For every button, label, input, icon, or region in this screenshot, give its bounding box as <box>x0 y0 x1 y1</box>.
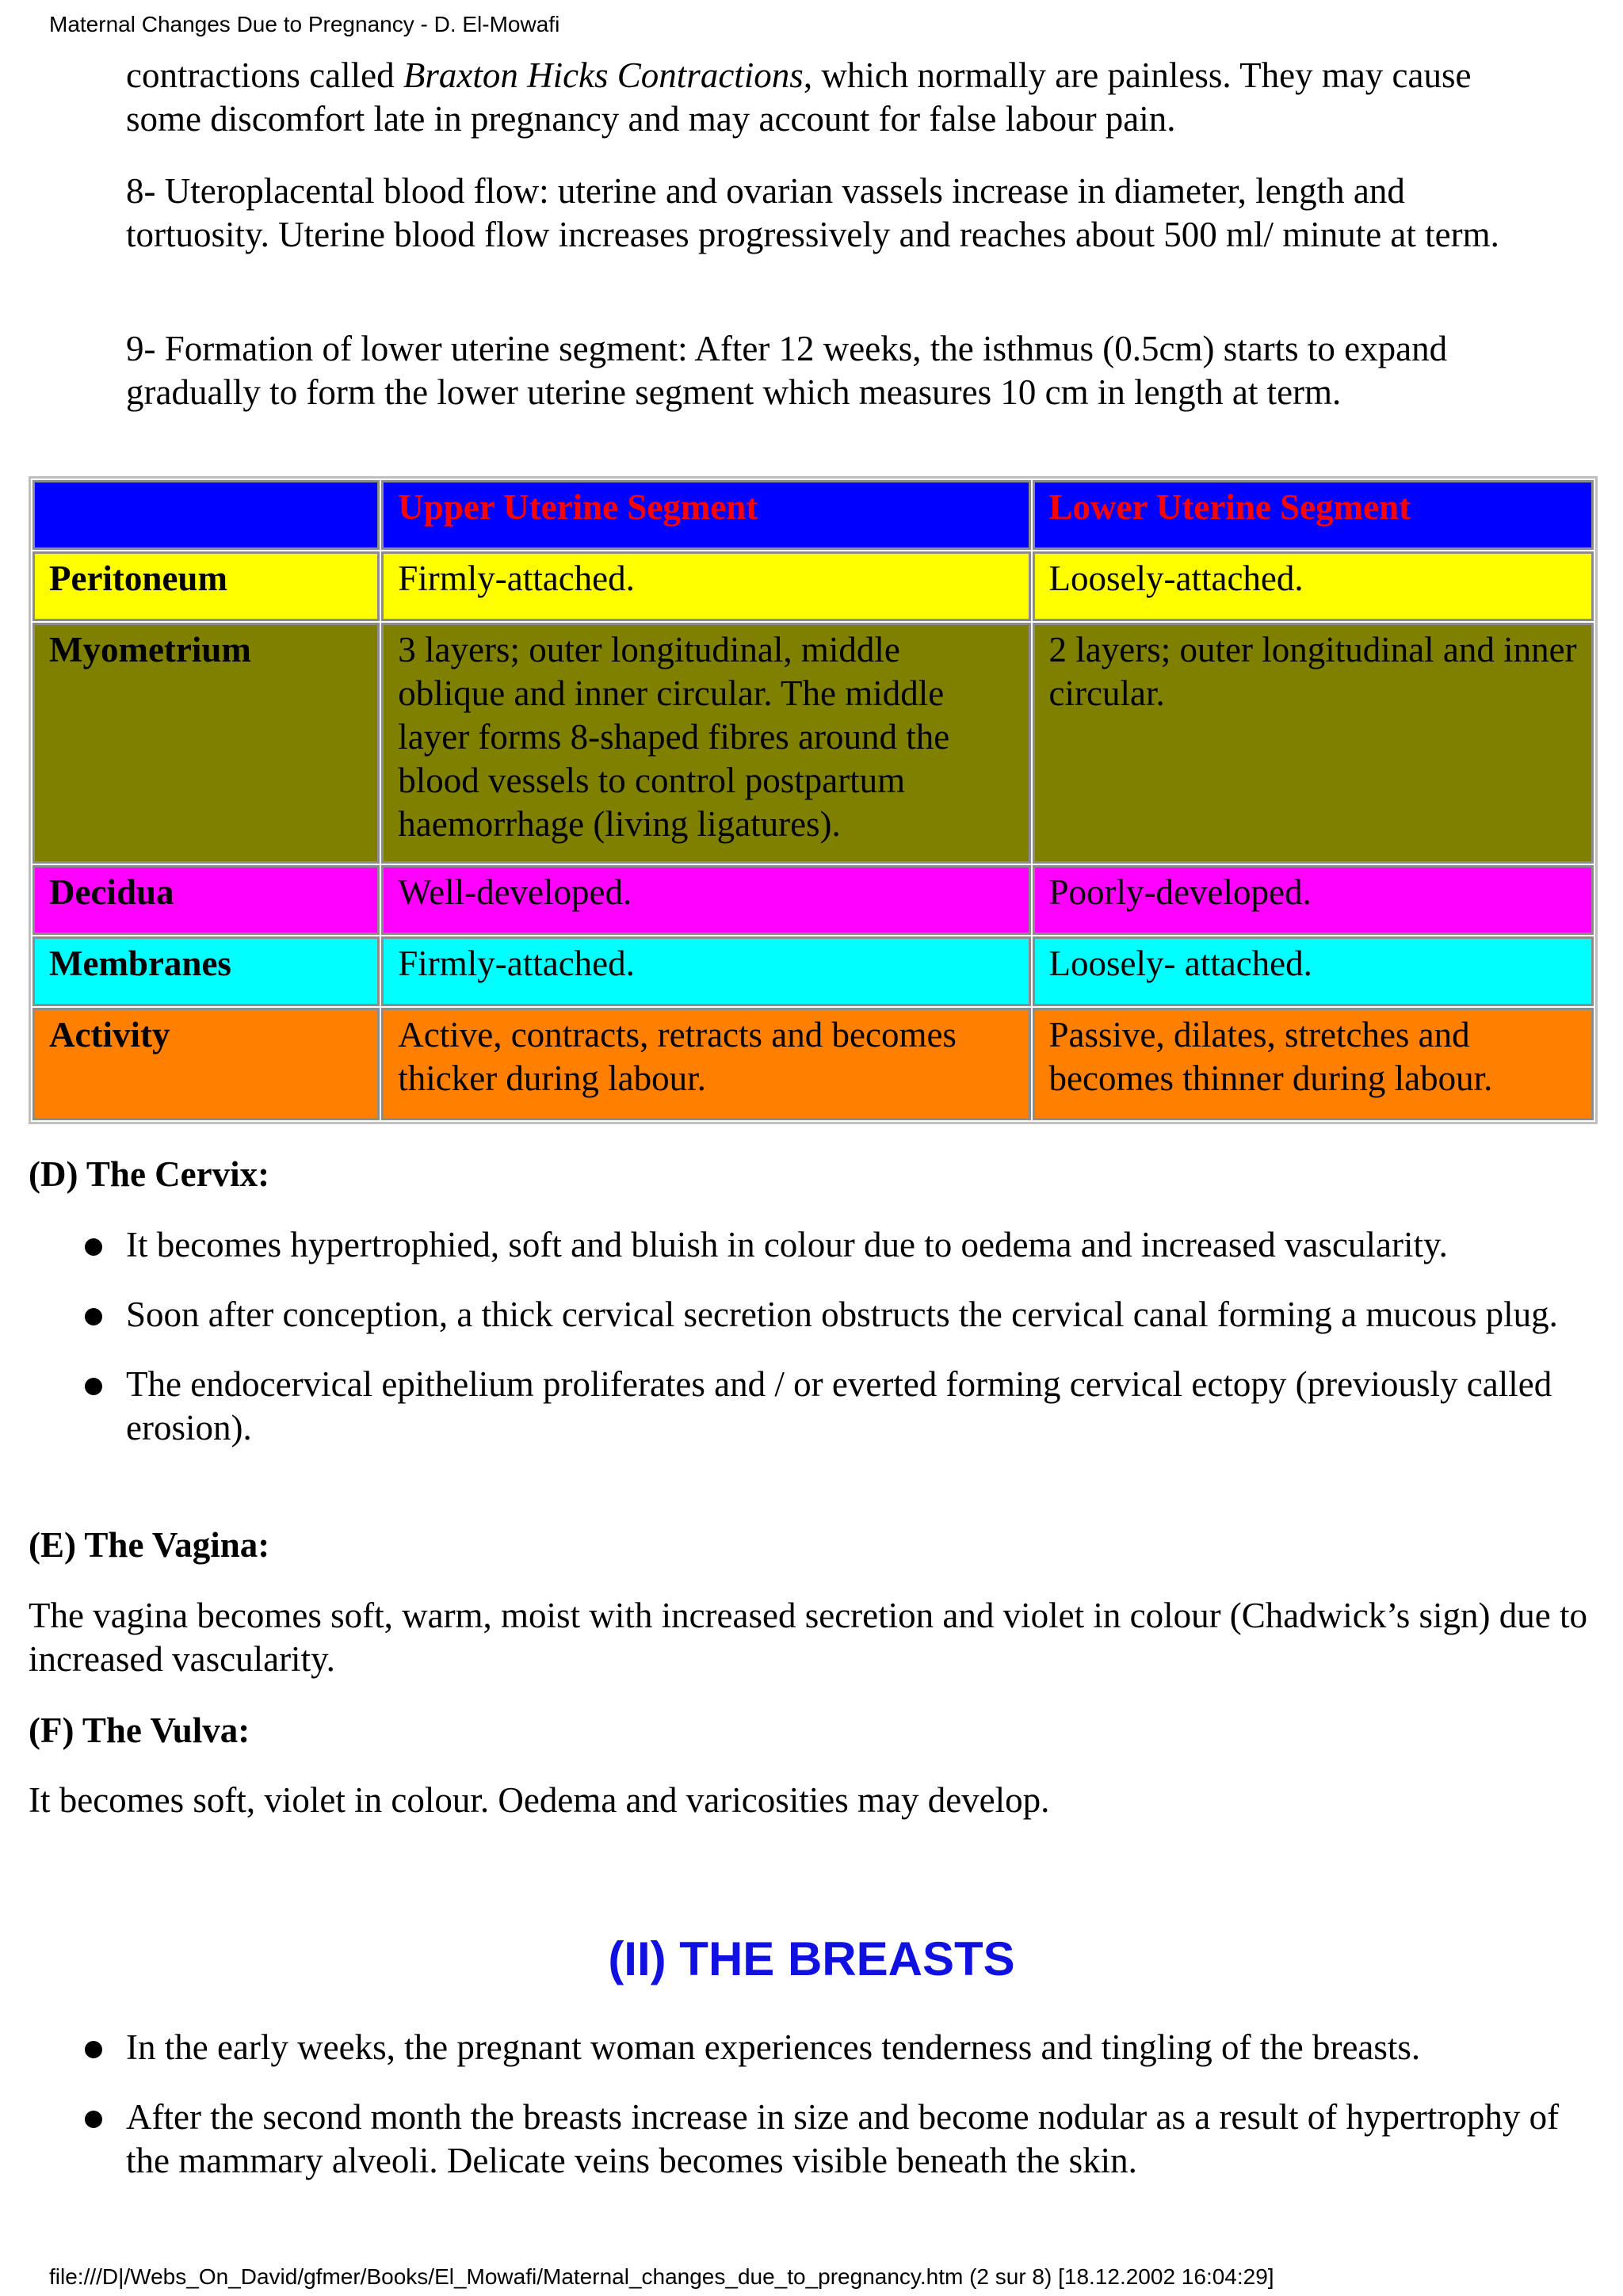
table-row-decidua <box>32 865 1594 935</box>
heading-vagina: (E) The Vagina: <box>29 1525 270 1565</box>
lower-segment-cell: Poorly-developed. <box>1033 865 1594 935</box>
bullet-icon <box>85 1378 102 1395</box>
row-label: Myometrium <box>32 623 380 864</box>
uterine-segment-table <box>29 476 1598 1124</box>
paragraph-lower-segment: 9- Formation of lower uterine segment: After 12 weeks, the isthmus (0.5cm) starts to expand gradually to form the lower uterine segment which measures 10 cm in length at term. <box>126 329 1448 412</box>
lower-segment-cell: Loosely- attached. <box>1033 936 1594 1006</box>
header-lower-segment: Lower Uterine Segment <box>1033 480 1594 550</box>
heading-vulva: (F) The Vulva: <box>29 1711 250 1750</box>
paragraph-braxton-hicks <box>126 54 1521 141</box>
table-row-membranes <box>32 936 1594 1006</box>
lower-segment-cell: Passive, dilates, stretches and becomes thinner during labour. <box>1033 1008 1594 1120</box>
list-item <box>79 2096 1609 2183</box>
section-title-breasts: (II) THE BREASTS <box>608 1932 1015 1985</box>
bullet-icon <box>85 2111 102 2128</box>
lower-segment-cell: Loosely-attached. <box>1033 551 1594 621</box>
paragraph-text: , which normally are painless. They may cause some discomfort late in pregnancy and may account for false labour pain. <box>126 55 1472 139</box>
heading-cervix: (D) The Cervix: <box>29 1154 270 1194</box>
list-item <box>79 1363 1609 1450</box>
bullet-icon <box>85 1308 102 1325</box>
bullet-icon <box>85 2041 102 2058</box>
row-label: Activity <box>32 1008 380 1120</box>
table-header-cell <box>32 480 380 550</box>
breasts-bullet-list <box>79 2026 1609 2183</box>
list-item <box>79 1293 1609 1337</box>
upper-segment-cell: 3 layers; outer longitudinal, middle oblique and inner circular. The middle layer forms 8-shaped fibres around the blood vessels to control postpartum haemorrhage (living ligatures). <box>381 623 1030 864</box>
upper-segment-cell: Well-developed. <box>381 865 1030 935</box>
braxton-hicks-term: Braxton Hicks Contractions <box>403 55 804 95</box>
list-item-text: In the early weeks, the pregnant woman experiences tenderness and tingling of the breasts. <box>126 2027 1421 2067</box>
header-upper-segment: Upper Uterine Segment <box>381 480 1030 550</box>
row-label: Decidua <box>32 865 380 935</box>
running-header: Maternal Changes Due to Pregnancy - D. El-Mowafi <box>49 12 560 36</box>
upper-segment-cell: Active, contracts, retracts and becomes thicker during labour. <box>381 1008 1030 1120</box>
cervix-bullet-list <box>79 1223 1609 1450</box>
table-header-row <box>32 480 1594 550</box>
list-item-text: Soon after conception, a thick cervical secretion obstructs the cervical canal forming a mucous plug. <box>126 1295 1558 1334</box>
bullet-icon <box>85 1238 102 1256</box>
lower-segment-cell: 2 layers; outer longitudinal and inner circular. <box>1033 623 1594 864</box>
row-label: Peritoneum <box>32 551 380 621</box>
upper-segment-cell: Firmly-attached. <box>381 936 1030 1006</box>
list-item <box>79 2026 1609 2069</box>
upper-segment-cell: Firmly-attached. <box>381 551 1030 621</box>
table-row-myometrium <box>32 623 1594 864</box>
table-row-peritoneum <box>32 551 1594 621</box>
paragraph-vulva: It becomes soft, violet in colour. Oedema and varicosities may develop. <box>29 1780 1050 1820</box>
row-label: Membranes <box>32 936 380 1006</box>
paragraph-vagina: The vagina becomes soft, warm, moist with increased secretion and violet in colour (Chadwick’s sign) due to increased vascularity. <box>29 1596 1587 1679</box>
list-item-text: After the second month the breasts increase in size and become nodular as a result of hypertrophy of the mammary alveoli. Delicate veins becomes visible beneath the skin. <box>126 2097 1560 2180</box>
running-footer-url: file:///D|/Webs_On_David/gfmer/Books/El_Mowafi/Maternal_changes_due_to_pregnancy.htm (2 sur 8) [18.12.2002 16:04:29] <box>49 2264 1274 2289</box>
paragraph-text: contractions called <box>126 55 403 95</box>
table-row-activity <box>32 1008 1594 1120</box>
list-item-text: It becomes hypertrophied, soft and bluish in colour due to oedema and increased vascularity. <box>126 1225 1448 1264</box>
list-item <box>79 1223 1609 1267</box>
list-item-text: The endocervical epithelium proliferates and / or everted forming cervical ectopy (previously called erosion). <box>126 1364 1552 1447</box>
paragraph-uteroplacental-flow: 8- Uteroplacental blood flow: uterine and ovarian vassels increase in diameter, length and tortuosity. Uterine blood flow increases progressively and reaches about 500 ml/ minute at term. <box>126 171 1499 254</box>
